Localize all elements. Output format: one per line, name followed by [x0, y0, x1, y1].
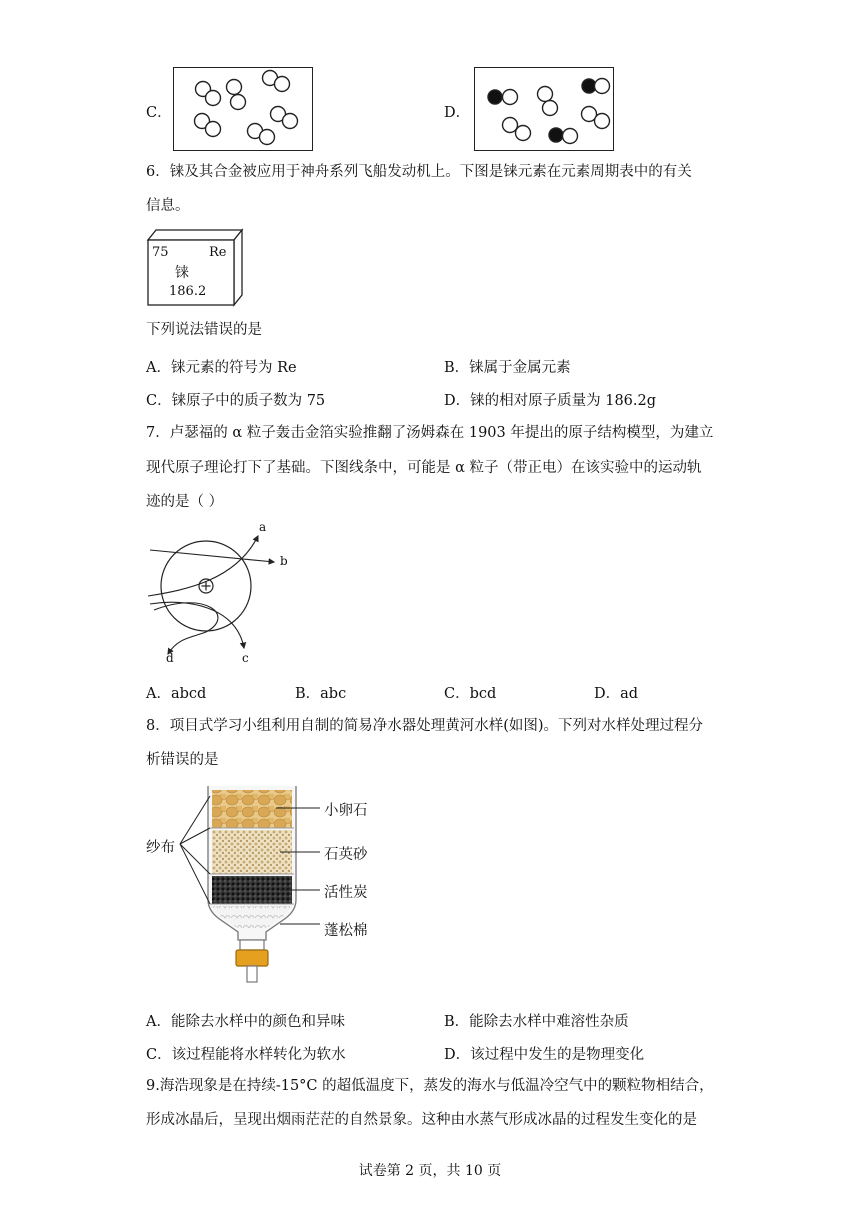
trajectory-label-d: d [166, 651, 174, 665]
q6-stem-line2: 信息。 [146, 198, 190, 214]
q7-option-d: D．ad [594, 686, 639, 702]
q6-stem-line1: 6．铼及其合金被应用于神舟系列飞船发动机上。下图是铼元素在元素周期表中的有关 [146, 164, 692, 180]
label-cotton: 蓬松棉 [324, 923, 368, 939]
q7-stem-line2: 现代原子理论打下了基础。下图线条中，可能是 α 粒子（带正电）在该实验中的运动轨 [146, 460, 702, 476]
q7-option-b: B．abc [295, 686, 347, 702]
q6-option-b: B．铼属于金属元素 [444, 360, 571, 376]
page-footer: 试卷第 2 页，共 10 页 [358, 1163, 502, 1179]
q5-option-c-label: C． [146, 105, 172, 121]
q9-stem-line1: 9.海浩现象是在持续-15°C 的超低温度下，蒸发的海水与低温冷空气中的颗粒物相结合， [146, 1078, 714, 1094]
q7-option-c: C．bcd [444, 686, 497, 702]
label-activated-carbon: 活性炭 [324, 885, 368, 901]
alpha-trajectory-figure [146, 520, 296, 670]
label-gauze: 纱布 [146, 840, 175, 856]
label-pebbles: 小卵石 [324, 803, 368, 819]
trajectory-label-c: c [242, 651, 249, 665]
q7-stem-line1: 7．卢瑟福的 α 粒子轰击金箔实验推翻了汤姆森在 1903 年提出的原子结构模型，为建立 [146, 425, 714, 441]
molecule-diagram-d [475, 68, 613, 150]
q8-stem-line1: 8．项目式学习小组利用自制的简易净水器处理黄河水样(如图)。下列对水样处理过程分 [146, 718, 704, 734]
q6-option-a: A．铼元素的符号为 Re [146, 360, 297, 376]
element-name: 铼 [175, 265, 189, 281]
water-filter-diagram [146, 782, 386, 992]
q7-stem-line3: 迹的是（ ） [146, 494, 224, 510]
q8-option-a: A．能除去水样中的颜色和异味 [146, 1014, 345, 1030]
q9-stem-line2: 形成冰晶后，呈现出烟雨茫茫的自然景象。这种由水蒸气形成冰晶的过程发生变化的是 [146, 1112, 697, 1128]
q5-option-c-diagram [173, 67, 313, 151]
molecule-diagram-c [174, 68, 312, 150]
atomic-number: 75 [152, 245, 169, 260]
q8-option-b: B．能除去水样中难溶性杂质 [444, 1014, 629, 1030]
periodic-table-cell [146, 230, 242, 306]
q5-option-d-diagram [474, 67, 614, 151]
q6-option-d: D．铼的相对原子质量为 186.2g [444, 393, 657, 409]
q8-stem-line2: 析错误的是 [146, 752, 219, 768]
atomic-mass: 186.2 [169, 284, 207, 299]
q6-prompt: 下列说法错误的是 [146, 322, 262, 338]
q7-option-a: A．abcd [146, 686, 207, 702]
q8-option-d: D．该过程中发生的是物理变化 [444, 1047, 645, 1063]
trajectory-label-b: b [280, 554, 288, 568]
trajectory-label-a: a [259, 520, 267, 534]
label-quartz-sand: 石英砂 [324, 847, 368, 863]
q8-option-c: C．该过程能将水样转化为软水 [146, 1047, 346, 1063]
element-symbol: Re [209, 245, 227, 260]
q5-option-d-label: D． [444, 105, 471, 121]
q6-option-c: C．铼原子中的质子数为 75 [146, 393, 326, 409]
alpha-scattering-diagram [146, 520, 296, 670]
